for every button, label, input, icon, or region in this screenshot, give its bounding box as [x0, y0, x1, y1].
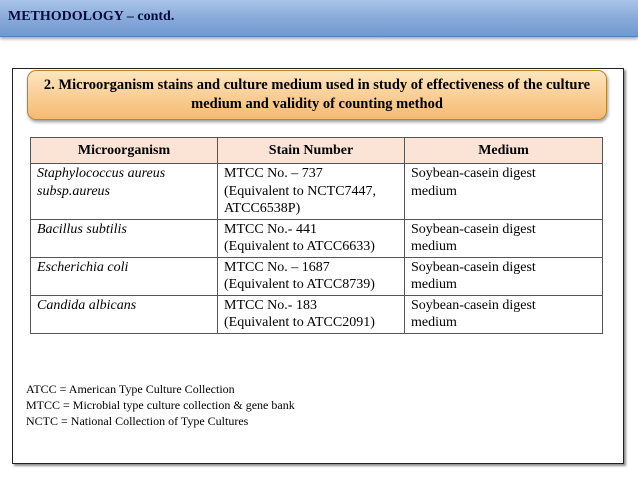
table-row	[31, 219, 603, 257]
cell-line: Escherichia coli	[37, 259, 129, 275]
cell-line: medium	[411, 183, 457, 199]
footnote-atcc: ATCC = American Type Culture Collection	[26, 382, 235, 396]
cell-line: (Equivalent to NCTC7447,	[224, 183, 377, 199]
cell-line: medium	[411, 277, 457, 292]
cell-line: subsp.aureus	[37, 183, 110, 199]
header-medium: Medium	[405, 138, 603, 164]
cell-line: ATCC6538P)	[224, 201, 301, 216]
table-row	[31, 257, 603, 295]
cell-line: Soybean-casein digest	[411, 259, 536, 275]
cell-line: (Equivalent to ATCC8739)	[224, 277, 375, 292]
cell-medium	[405, 219, 603, 257]
cell-organism	[31, 295, 218, 333]
cell-medium	[405, 257, 603, 295]
cell-line: MTCC No. – 1687	[224, 259, 330, 275]
cell-line: Bacillus subtilis	[37, 221, 127, 237]
cell-line: Soybean-casein digest	[411, 221, 536, 237]
footnote-nctc: NCTC = National Collection of Type Cultures	[26, 414, 249, 428]
header-bar	[0, 0, 638, 37]
footnote-mtcc: MTCC = Microbial type culture collection & gene bank	[26, 398, 295, 412]
footnotes	[26, 381, 295, 429]
cell-line: Soybean-casein digest	[411, 297, 536, 313]
subtitle-text: 2. Microorganism stains and culture medium used in study of effectiveness of the culture medium and validity of counting method	[43, 77, 591, 112]
cell-line: MTCC No.- 183	[224, 297, 317, 313]
cell-line: medium	[411, 239, 457, 254]
table-row	[31, 164, 603, 220]
subtitle-box	[27, 70, 607, 120]
cell-stain	[218, 257, 405, 295]
cell-line: (Equivalent to ATCC2091)	[224, 315, 375, 330]
cell-line: MTCC No.- 441	[224, 221, 317, 237]
cell-stain	[218, 219, 405, 257]
cell-line: Candida albicans	[37, 297, 137, 313]
slide-title: METHODOLOGY – contd.	[8, 9, 175, 24]
cell-line: medium	[411, 315, 457, 330]
cell-organism	[31, 257, 218, 295]
cell-line: Soybean-casein digest	[411, 166, 536, 181]
cell-organism	[31, 219, 218, 257]
cell-stain	[218, 295, 405, 333]
cell-organism	[31, 164, 218, 220]
stain-table	[30, 137, 603, 334]
cell-medium	[405, 164, 603, 220]
cell-line: (Equivalent to ATCC6633)	[224, 239, 375, 254]
cell-line: Staphylococcus aureus	[37, 166, 166, 181]
table-header-row	[31, 138, 603, 164]
table-row	[31, 295, 603, 333]
header-stain-number: Stain Number	[218, 138, 405, 164]
cell-medium	[405, 295, 603, 333]
header-microorganism: Microorganism	[31, 138, 218, 164]
cell-line: MTCC No. – 737	[224, 166, 323, 181]
cell-stain	[218, 164, 405, 220]
